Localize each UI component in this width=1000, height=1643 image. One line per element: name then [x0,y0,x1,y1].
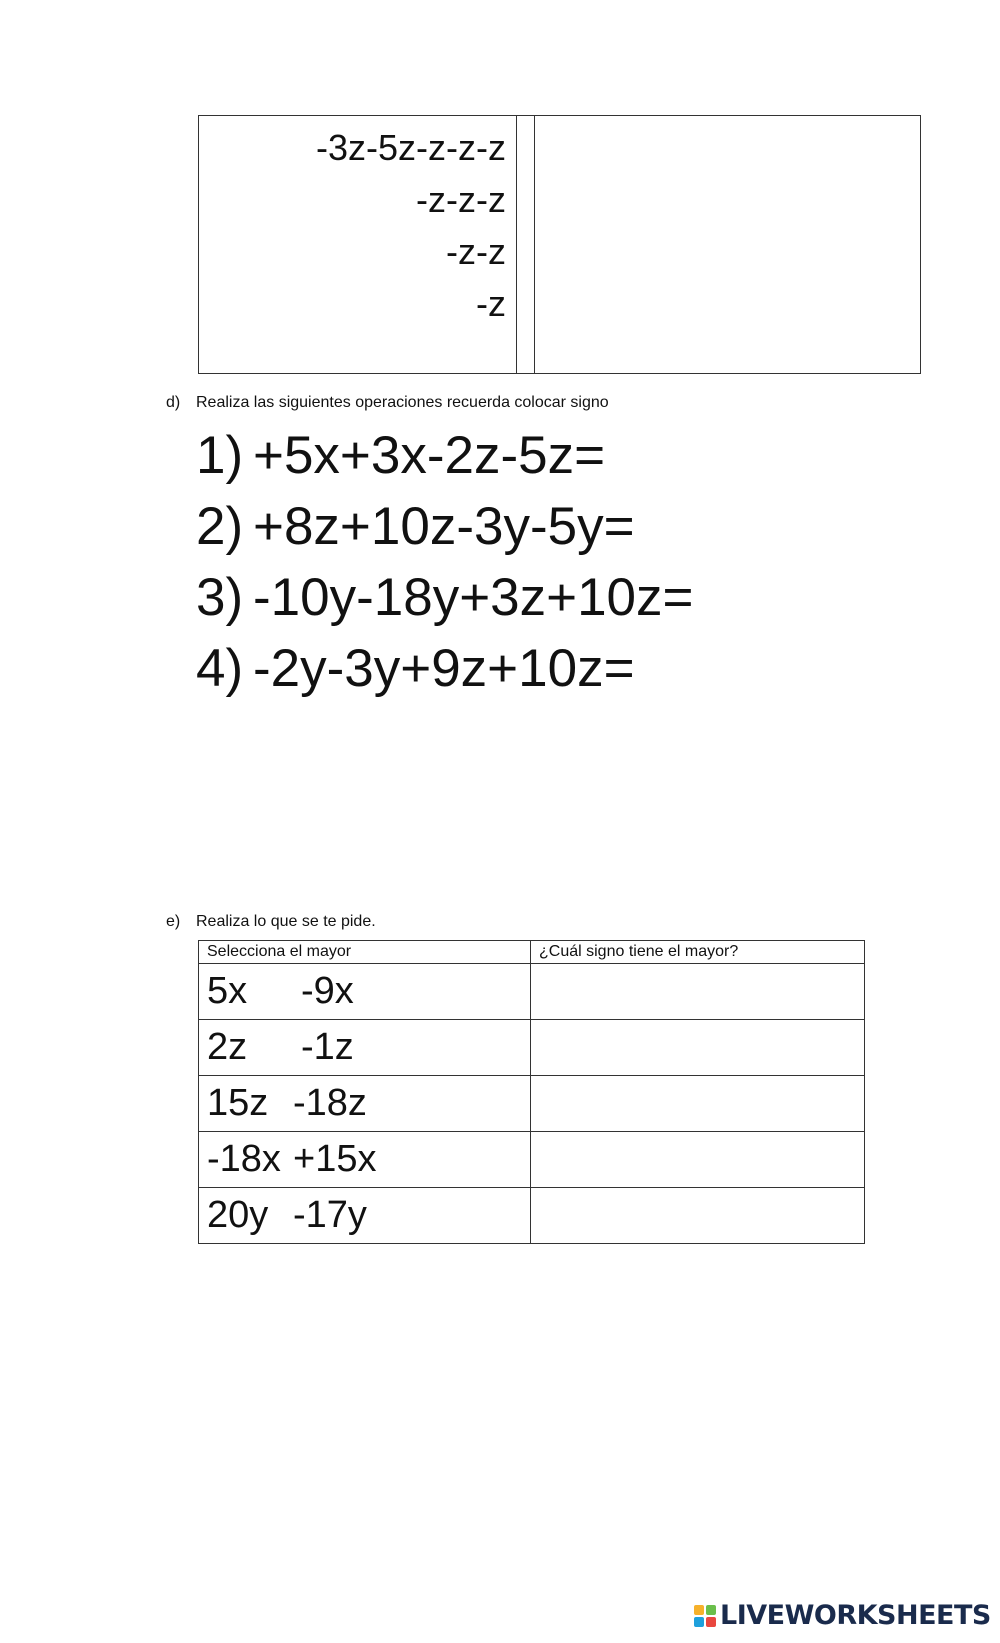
answer-cell[interactable] [531,964,865,1020]
expression-line: -z [476,283,506,324]
pair-second: -17y [293,1194,367,1236]
operation-expression: -10y-18y+3z+10z= [253,568,694,627]
pair-first: -18x [207,1138,281,1180]
expression-line: -z-z-z [416,179,506,220]
section-d-instruction: Realiza las siguientes operaciones recuerda colocar signo [196,394,609,411]
column-header-sign: ¿Cuál signo tiene el mayor? [531,941,865,964]
pair-second: +15x [293,1138,377,1180]
pair-cell [199,964,531,1020]
operation-item [196,562,694,633]
pair-cell [199,1020,531,1076]
logo-square [694,1617,704,1627]
answer-cell[interactable] [531,1076,865,1132]
operation-expression: -2y-3y+9z+10z= [253,639,635,698]
operation-expression: +5x+3x-2z-5z= [253,426,606,485]
logo-mark-icon [694,1605,716,1627]
logo-square [706,1617,716,1627]
top-table [198,115,921,374]
table-row [199,1076,865,1132]
logo-text: LIVEWORKSHEETS [720,1600,991,1631]
pair-second: -9x [301,970,354,1012]
liveworksheets-logo [694,1600,991,1631]
section-d-heading [166,394,609,412]
section-e-marker: e) [166,913,181,930]
section-d-marker: d) [166,394,181,411]
table-row [199,1132,865,1188]
pair-first: 5x [207,970,248,1012]
table-header-row [199,941,865,964]
column-header-select: Selecciona el mayor [199,941,531,964]
logo-square [706,1605,716,1615]
operation-item [196,491,694,562]
answer-cell[interactable] [531,1188,865,1244]
pair-second: -1z [301,1026,354,1068]
top-table-expression-cell [199,116,517,373]
logo-square [694,1605,704,1615]
answer-cell[interactable] [531,1020,865,1076]
pair-first: 2z [207,1026,248,1068]
operation-number: 1) [196,426,244,485]
operations-list [196,420,694,704]
expression-line: -z-z [446,231,506,272]
section-e-heading [166,913,376,931]
operation-expression: +8z+10z-3y-5y= [253,497,635,556]
answer-cell[interactable] [531,1132,865,1188]
table-row [199,1020,865,1076]
pair-second: -18z [293,1082,367,1124]
pair-cell [199,1076,531,1132]
operation-item [196,420,694,491]
pair-cell [199,1188,531,1244]
pair-cell [199,1132,531,1188]
expression-line: -3z-5z-z-z-z [316,127,506,168]
operation-number: 3) [196,568,244,627]
comparison-table [198,940,865,1244]
section-e-instruction: Realiza lo que se te pide. [196,913,376,930]
operation-number: 2) [196,497,244,556]
pair-first: 15z [207,1082,269,1124]
operation-number: 4) [196,639,244,698]
top-table-narrow-cell [517,116,535,373]
table-row [199,964,865,1020]
expression-lines [316,122,506,330]
operation-item [196,633,694,704]
table-row [199,1188,865,1244]
pair-first: 20y [207,1194,269,1236]
